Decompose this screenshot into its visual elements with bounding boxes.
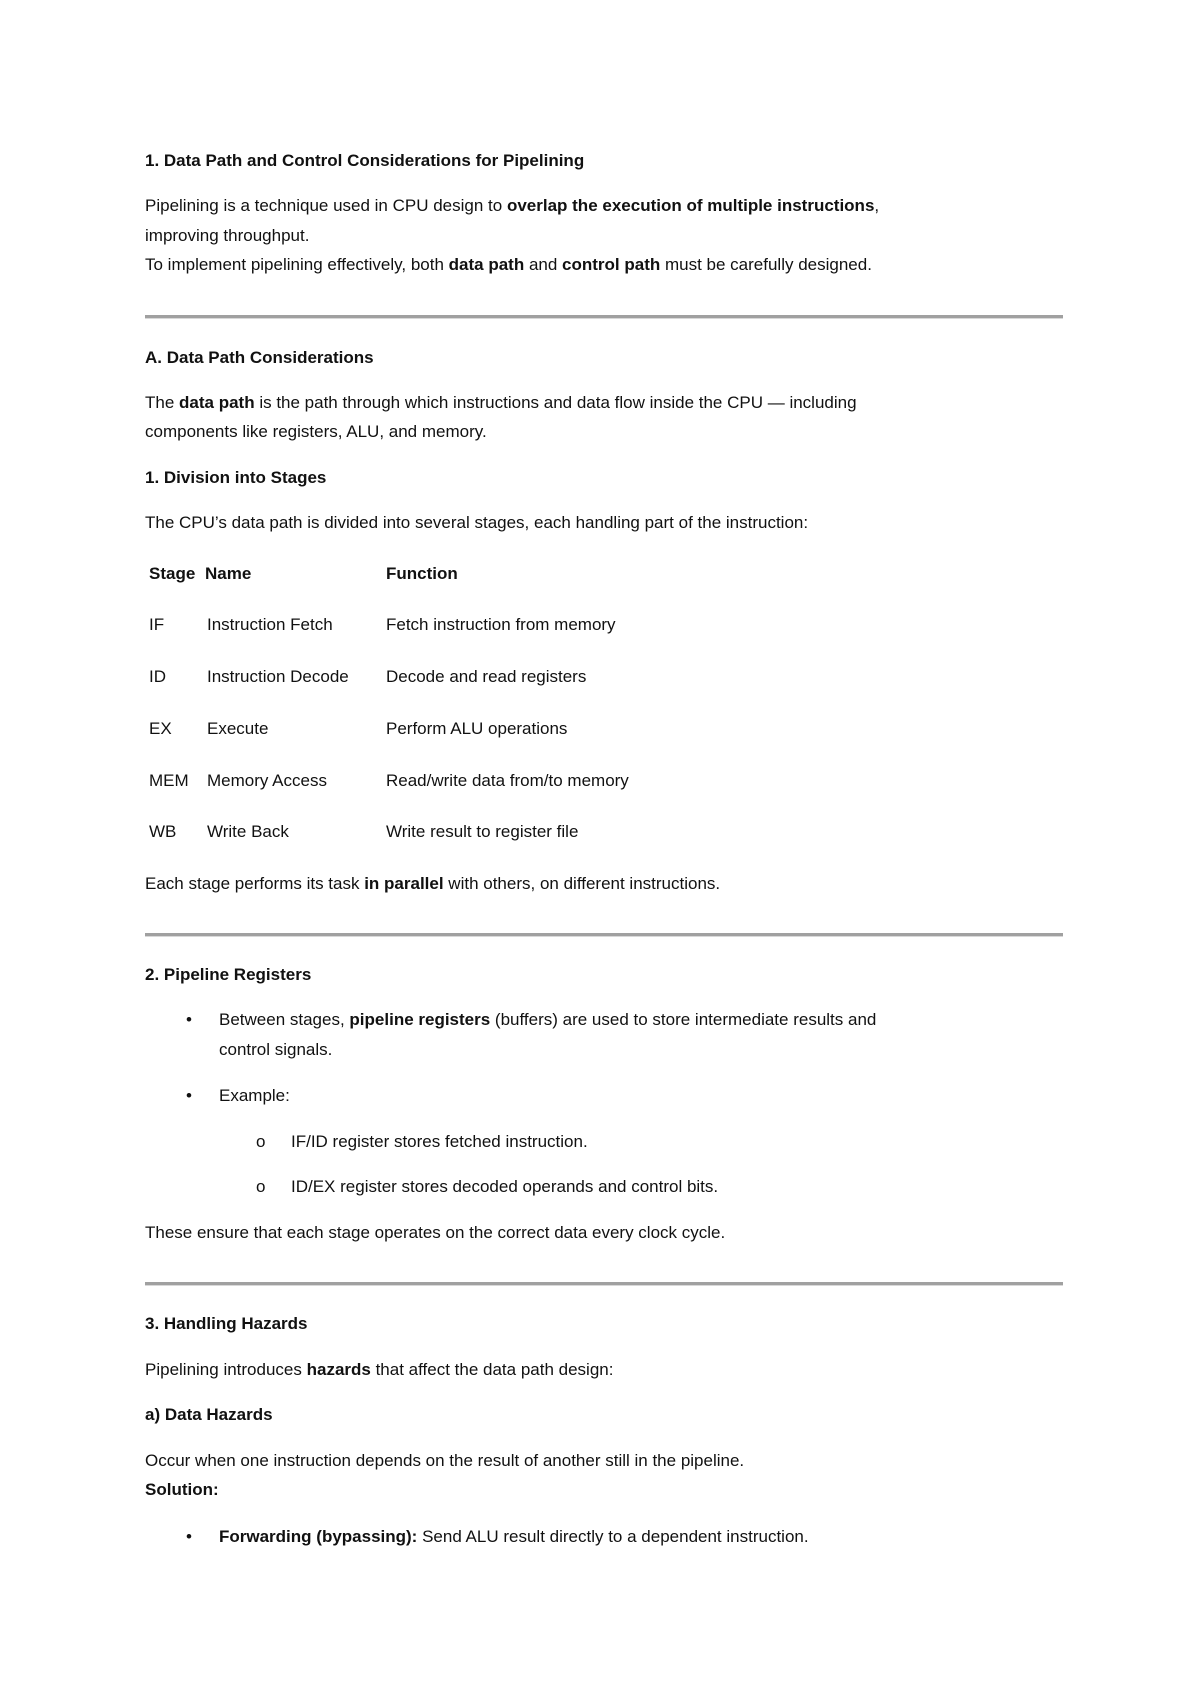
table-cell-function: Decode and read registers [386, 667, 587, 686]
division-intro: The CPU’s data path is divided into several stages, each handling part of the instruction: [145, 513, 809, 532]
section-a-text: The data path is the path through which instructions and data flow inside the CPU — including [145, 393, 857, 412]
bullet-text-cont: control signals. [219, 1040, 333, 1059]
table-cell-stage: MEM [149, 771, 189, 790]
table-cell-function: Fetch instruction from memory [386, 615, 616, 634]
hazards-intro: Pipelining introduces hazards that affect the data path design: [145, 1360, 614, 1379]
table-cell-name: Memory Access [207, 771, 327, 790]
table-header-stage: Stage [149, 564, 196, 583]
table-cell-name: Instruction Decode [207, 667, 349, 686]
data-hazards-heading: a) Data Hazards [145, 1405, 273, 1424]
registers-after: These ensure that each stage operates on the correct data every clock cycle. [145, 1223, 726, 1242]
table-cell-name: Instruction Fetch [207, 615, 333, 634]
table-header-name: Name [205, 564, 252, 583]
solution-label: Solution: [145, 1480, 219, 1499]
bullet-icon: • [186, 1527, 192, 1546]
bullet-icon: • [186, 1086, 192, 1105]
intro-line-2: improving throughput. [145, 226, 310, 245]
division-after: Each stage performs its task in parallel with others, on different instructions. [145, 874, 721, 893]
table-cell-name: Execute [207, 719, 269, 738]
sub-bullet-icon: o [256, 1177, 266, 1196]
table-cell-stage: IF [149, 615, 165, 634]
section-a-text-2: components like registers, ALU, and memory. [145, 422, 487, 441]
table-cell-stage: ID [149, 667, 166, 686]
table-cell-name: Write Back [207, 822, 289, 841]
section-a-heading: A. Data Path Considerations [145, 348, 374, 367]
division-heading: 1. Division into Stages [145, 468, 327, 487]
data-hazards-text: Occur when one instruction depends on the result of another still in the pipeline. [145, 1451, 745, 1470]
intro-line-1: Pipelining is a technique used in CPU design to overlap the execution of multiple instructions, [145, 196, 880, 215]
table-cell-function: Perform ALU operations [386, 719, 568, 738]
sub-bullet-text: ID/EX register stores decoded operands and control bits. [291, 1177, 719, 1196]
bullet-text: Between stages, pipeline registers (buffers) are used to store intermediate results and [219, 1010, 877, 1029]
divider [145, 315, 1063, 319]
bullet-text: Forwarding (bypassing): Send ALU result directly to a dependent instruction. [219, 1527, 809, 1546]
table-header-function: Function [386, 564, 458, 583]
table-cell-stage: WB [149, 822, 177, 841]
table-cell-function: Write result to register file [386, 822, 579, 841]
hazards-heading: 3. Handling Hazards [145, 1314, 308, 1333]
table-cell-function: Read/write data from/to memory [386, 771, 629, 790]
doc-title: 1. Data Path and Control Considerations for Pipelining [145, 151, 585, 170]
intro-line-3: To implement pipelining effectively, both data path and control path must be carefully designed. [145, 255, 872, 274]
sub-bullet-text: IF/ID register stores fetched instruction. [291, 1132, 588, 1151]
registers-heading: 2. Pipeline Registers [145, 965, 312, 984]
bullet-text: Example: [219, 1086, 290, 1105]
divider [145, 1282, 1063, 1286]
table-cell-stage: EX [149, 719, 172, 738]
bullet-icon: • [186, 1010, 192, 1029]
sub-bullet-icon: o [256, 1132, 266, 1151]
divider [145, 933, 1063, 937]
